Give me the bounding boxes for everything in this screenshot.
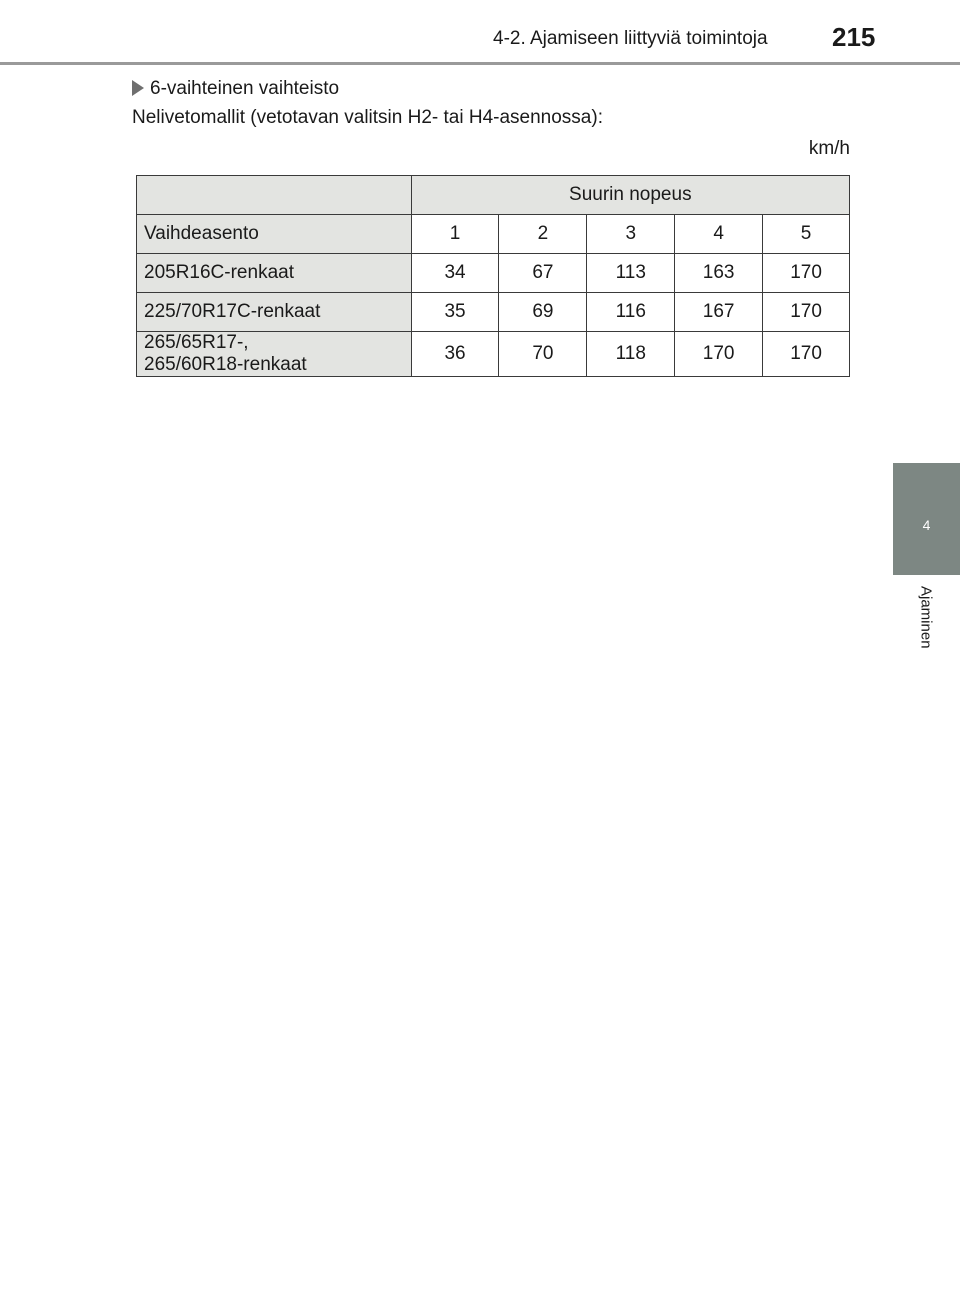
header-divider bbox=[0, 62, 960, 65]
table-row bbox=[137, 215, 850, 254]
chapter-number: 4 bbox=[922, 517, 931, 533]
row-label-cell bbox=[137, 332, 412, 377]
row-label-cell: Vaihdeasento bbox=[137, 215, 412, 254]
table-row bbox=[137, 332, 850, 377]
intro-text: Nelivetomallit (vetotavan valitsin H2- tai H4-asennossa): bbox=[132, 107, 603, 128]
speed-cell: 113 bbox=[587, 254, 675, 293]
bullet-heading-text: 6-vaihteinen vaihteisto bbox=[150, 78, 340, 99]
max-speed-table bbox=[136, 175, 850, 377]
speed-cell: 67 bbox=[499, 254, 587, 293]
header-empty-cell bbox=[137, 176, 412, 215]
gear-cell: 1 bbox=[411, 215, 499, 254]
row-label-cell: 225/70R17C-renkaat bbox=[137, 293, 412, 332]
table-row bbox=[137, 254, 850, 293]
speed-cell: 170 bbox=[763, 254, 850, 293]
row-label-line: 265/60R18-renkaat bbox=[144, 354, 307, 375]
speed-cell: 170 bbox=[763, 332, 850, 377]
speed-cell: 34 bbox=[411, 254, 499, 293]
row-label-line: 265/65R17-, bbox=[144, 332, 249, 353]
group-header-cell: Suurin nopeus bbox=[411, 176, 849, 215]
table-row bbox=[137, 293, 850, 332]
header-section-title: 4-2. Ajamiseen liittyviä toimintoja bbox=[493, 28, 768, 49]
triangle-bullet-icon bbox=[132, 80, 144, 96]
speed-cell: 170 bbox=[675, 332, 763, 377]
chapter-label-text: Ajaminen bbox=[917, 586, 935, 649]
gear-cell: 4 bbox=[675, 215, 763, 254]
gear-cell: 5 bbox=[763, 215, 850, 254]
speed-cell: 70 bbox=[499, 332, 587, 377]
speed-cell: 163 bbox=[675, 254, 763, 293]
speed-cell: 170 bbox=[763, 293, 850, 332]
unit-label: km/h bbox=[808, 138, 850, 159]
speed-cell: 36 bbox=[411, 332, 499, 377]
chapter-tab[interactable] bbox=[893, 463, 960, 575]
gear-cell: 3 bbox=[587, 215, 675, 254]
speed-cell: 35 bbox=[411, 293, 499, 332]
page-number: 215 bbox=[832, 22, 876, 52]
gear-cell: 2 bbox=[499, 215, 587, 254]
table-header-row bbox=[137, 176, 850, 215]
bullet-heading bbox=[132, 78, 339, 100]
speed-cell: 118 bbox=[587, 332, 675, 377]
chapter-label bbox=[893, 586, 960, 676]
row-label-cell: 205R16C-renkaat bbox=[137, 254, 412, 293]
speed-cell: 116 bbox=[587, 293, 675, 332]
speed-cell: 167 bbox=[675, 293, 763, 332]
speed-cell: 69 bbox=[499, 293, 587, 332]
